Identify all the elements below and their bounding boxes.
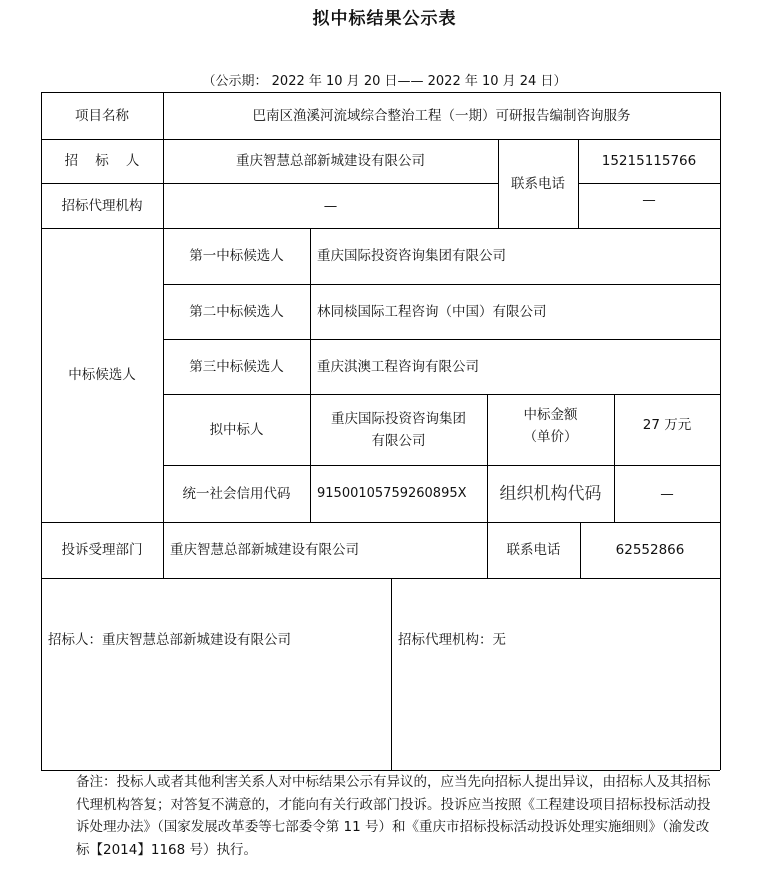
tenderer-phone: 15215115766 xyxy=(601,153,697,169)
first-candidate-label: 第一中标候选人 xyxy=(189,248,284,264)
second-candidate-label: 第二中标候选人 xyxy=(189,303,284,320)
agency-signature: 招标代理机构：无 xyxy=(398,632,506,648)
first-candidate-value: 重庆国际投资咨询集团有限公司 xyxy=(317,248,506,264)
candidates-label: 中标候选人 xyxy=(68,367,136,383)
winner-value-line1: 重庆国际投资咨询集团 xyxy=(331,410,466,427)
credit-code-value: 91500105759260895X xyxy=(317,485,467,501)
remark-note: 备注：投标人或者其他利害关系人对中标结果公示有异议的，应当先向招标人提出异议，由招标人及其招标代理机构答复；对答复不满意的，才能向有关行政部门投诉。投诉应当按照《工程建设项目招标投标活动投诉处理办法》（国家发展改革委等七部委令第 11 号）和《重庆市招标投标活动投诉处理实施细则》（渝发改标【2014】1168 号）执行。 xyxy=(76,774,711,858)
complaint-dept-label: 投诉受理部门 xyxy=(61,542,143,558)
bid-amount-label-line1: 中标金额 xyxy=(523,406,578,423)
tenderer-signature: 招标人：重庆智慧总部新城建设有限公司 xyxy=(48,632,291,648)
complaint-phone: 62552866 xyxy=(615,542,685,558)
bid-amount-value: 27 万元 xyxy=(642,416,692,433)
tenderer-label: 招 标 人 xyxy=(64,153,140,169)
org-code-label: 组织机构代码 xyxy=(499,483,602,504)
project-name-value: 巴南区渔溪河流域综合整治工程（一期）可研报告编制咨询服务 xyxy=(252,107,631,124)
project-name-label: 项目名称 xyxy=(75,107,129,124)
bid-amount-label-line2: （单价） xyxy=(523,428,578,445)
agency-value: — xyxy=(323,197,338,214)
org-code-value: — xyxy=(660,485,674,502)
second-candidate-value: 林同棪国际工程咨询（中国）有限公司 xyxy=(317,303,547,320)
complaint-dept-value: 重庆智慧总部新城建设有限公司 xyxy=(170,542,359,558)
agency-label: 招标代理机构 xyxy=(61,197,143,214)
winner-value xyxy=(310,394,487,465)
third-candidate-value: 重庆淇澳工程咨询有限公司 xyxy=(317,358,479,375)
bid-amount-label xyxy=(487,394,614,457)
agency-phone: — xyxy=(642,192,656,208)
third-candidate-label: 第三中标候选人 xyxy=(189,358,284,375)
winner-label: 拟中标人 xyxy=(209,421,264,438)
page-title: 拟中标结果公示表 xyxy=(312,9,457,29)
credit-code-label: 统一社会信用代码 xyxy=(182,485,291,502)
contact-phone-label: 联系电话 xyxy=(511,175,565,192)
complaint-phone-label: 联系电话 xyxy=(506,542,561,558)
winner-value-line2: 有限公司 xyxy=(371,432,426,449)
publicity-period: （公示期： 2022 年 10 月 20 日—— 2022 年 10 月 24 日） xyxy=(202,74,567,89)
tenderer-value: 重庆智慧总部新城建设有限公司 xyxy=(236,153,425,169)
